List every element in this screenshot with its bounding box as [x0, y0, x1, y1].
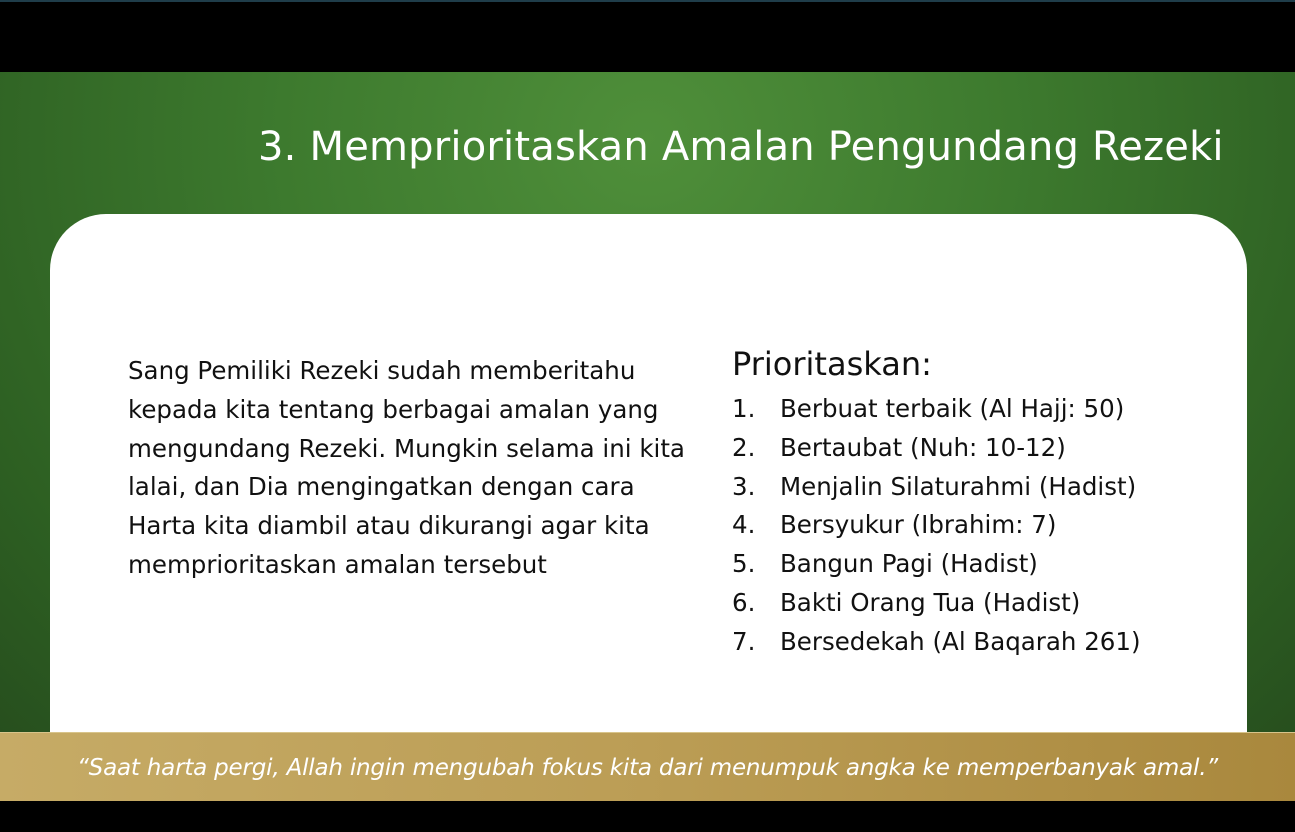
priority-item	[732, 390, 1212, 429]
priority-item	[732, 623, 1212, 662]
priority-number: 7.	[732, 626, 756, 656]
priority-number: 4.	[732, 510, 756, 540]
priority-text: Bersyukur (Ibrahim: 7)	[780, 510, 1057, 540]
priority-item	[732, 429, 1212, 468]
content-card	[50, 214, 1247, 732]
quote-text: “Saat harta pergi, Allah ingin mengubah fokus kita dari menumpuk angka ke memperbanyak amal.”	[76, 754, 1219, 781]
video-bottom-letterbox	[0, 801, 1295, 832]
priority-item	[732, 506, 1212, 545]
priority-number: 2.	[732, 432, 756, 462]
slide-title: 3. Memprioritaskan Amalan Pengundang Rezeki	[258, 124, 1224, 170]
priorities-column	[732, 344, 1212, 662]
priority-text: Bersedekah (Al Baqarah 261)	[780, 626, 1141, 656]
priorities-heading: Prioritaskan:	[732, 345, 932, 383]
priority-item	[732, 584, 1212, 623]
priority-item	[732, 545, 1212, 584]
presentation-slide	[0, 72, 1295, 732]
priority-number: 5.	[732, 549, 756, 579]
priority-text: Bangun Pagi (Hadist)	[780, 549, 1038, 579]
left-paragraph: Sang Pemiliki Rezeki sudah memberitahu kepada kita tentang berbagai amalan yang mengundang Rezeki. Mungkin selama ini kita lalai, dan Dia mengingatkan dengan cara Harta kita diambil atau dikurangi agar kita memprioritaskan amalan tersebut	[128, 356, 685, 579]
priority-text: Menjalin Silaturahmi (Hadist)	[780, 471, 1137, 501]
priority-number: 3.	[732, 471, 756, 501]
priority-item	[732, 468, 1212, 507]
video-top-letterbox	[0, 0, 1295, 72]
priorities-list	[732, 390, 1212, 662]
priority-number: 1.	[732, 394, 756, 423]
priority-number: 6.	[732, 587, 756, 617]
quote-banner	[0, 732, 1295, 802]
priority-text: Berbuat terbaik (Al Hajj: 50)	[780, 394, 1125, 423]
priority-text: Bertaubat (Nuh: 10-12)	[780, 432, 1066, 462]
priority-text: Bakti Orang Tua (Hadist)	[780, 587, 1081, 617]
